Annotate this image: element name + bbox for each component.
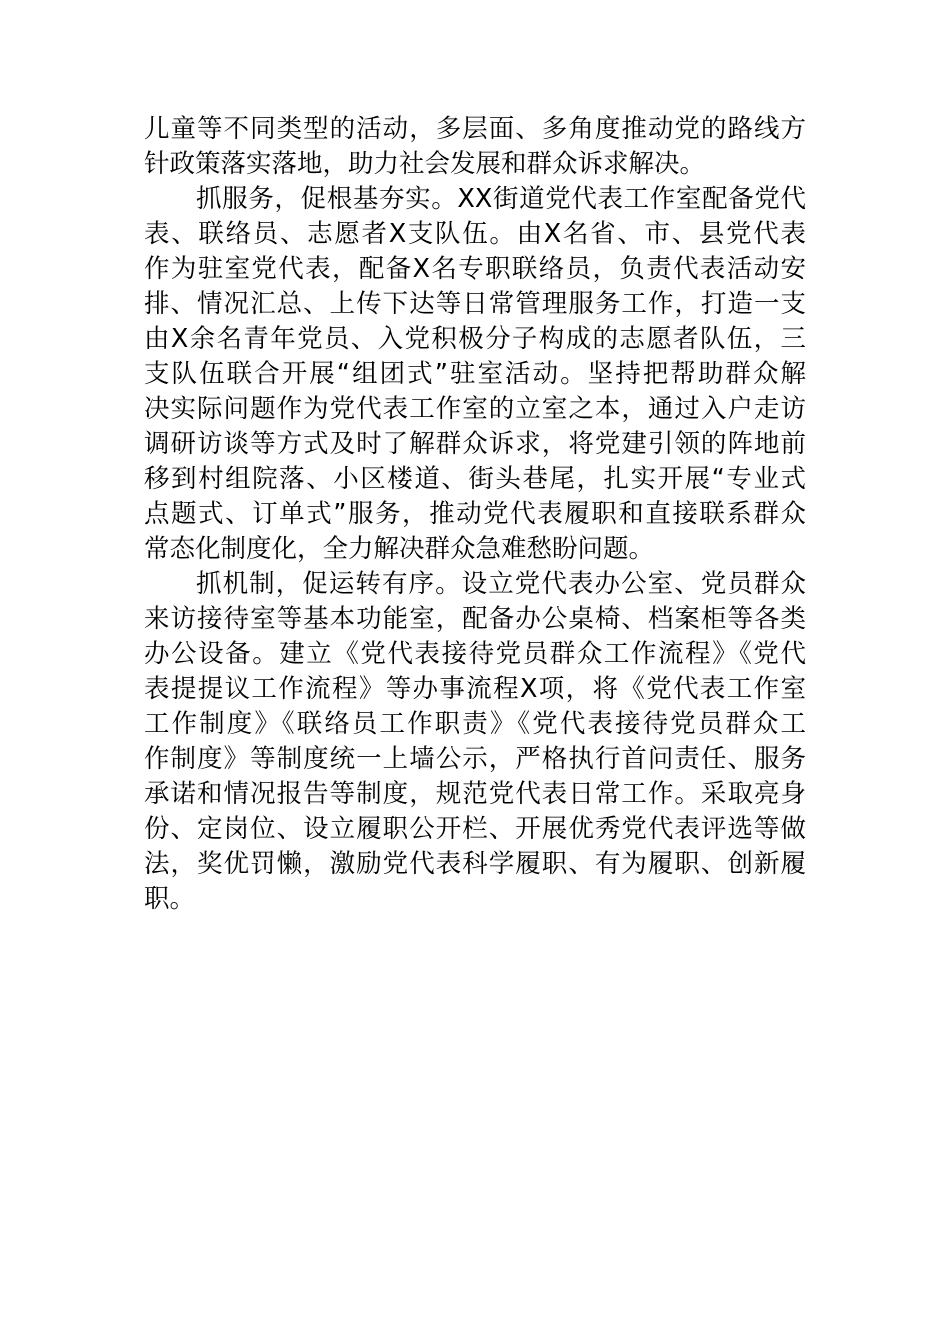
- text-line: 常态化制度化，全力解决群众急难愁盼问题。: [144, 534, 655, 564]
- text-line: 工作制度》《联络员工作职责》《党代表接待党员群众工: [144, 709, 806, 739]
- text-line: 来访接待室等基本功能室，配备办公桌椅、档案柜等各类: [144, 604, 806, 634]
- text-line: 职。: [144, 884, 196, 914]
- paragraph-continuation: [144, 112, 806, 182]
- text-line: 抓服务，促根基夯实。XX街道党代表工作室配备党代: [196, 184, 806, 214]
- text-line: 表提提议工作流程》等办事流程X项，将《党代表工作室: [144, 674, 806, 704]
- text-line: 法，奖优罚懒，激励党代表科学履职、有为履职、创新履: [144, 849, 806, 879]
- paragraph-mechanism: [144, 567, 806, 917]
- document-body: [144, 112, 806, 917]
- text-line: 作制度》等制度统一上墙公示，严格执行首问责任、服务: [144, 744, 806, 774]
- text-line: 移到村组院落、小区楼道、街头巷尾，扎实开展“专业式: [144, 464, 806, 494]
- text-line: 份、定岗位、设立履职公开栏、开展优秀党代表评选等做: [144, 814, 806, 844]
- text-line: 决实际问题作为党代表工作室的立室之本，通过入户走访: [144, 394, 806, 424]
- text-line: 作为驻室党代表，配备X名专职联络员，负责代表活动安: [144, 254, 806, 284]
- paragraph-service: [144, 182, 806, 567]
- text-line: 排、情况汇总、上传下达等日常管理服务工作，打造一支: [144, 289, 806, 319]
- text-line: 由X余名青年党员、入党积极分子构成的志愿者队伍，三: [144, 324, 806, 354]
- text-line: 表、联络员、志愿者X支队伍。由X名省、市、县党代表: [144, 219, 806, 249]
- text-line: 办公设备。建立《党代表接待党员群众工作流程》《党代: [144, 639, 806, 669]
- text-line: 儿童等不同类型的活动，多层面、多角度推动党的路线方: [144, 114, 806, 144]
- text-line: 支队伍联合开展“组团式”驻室活动。坚持把帮助群众解: [144, 359, 806, 389]
- text-line: 针政策落实落地，助力社会发展和群众诉求解决。: [144, 149, 706, 179]
- text-line: 调研访谈等方式及时了解群众诉求，将党建引领的阵地前: [144, 429, 806, 459]
- text-line: 抓机制，促运转有序。设立党代表办公室、党员群众: [196, 569, 806, 599]
- text-line: 点题式、订单式”服务，推动党代表履职和直接联系群众: [144, 499, 806, 529]
- text-line: 承诺和情况报告等制度，规范党代表日常工作。采取亮身: [144, 779, 806, 809]
